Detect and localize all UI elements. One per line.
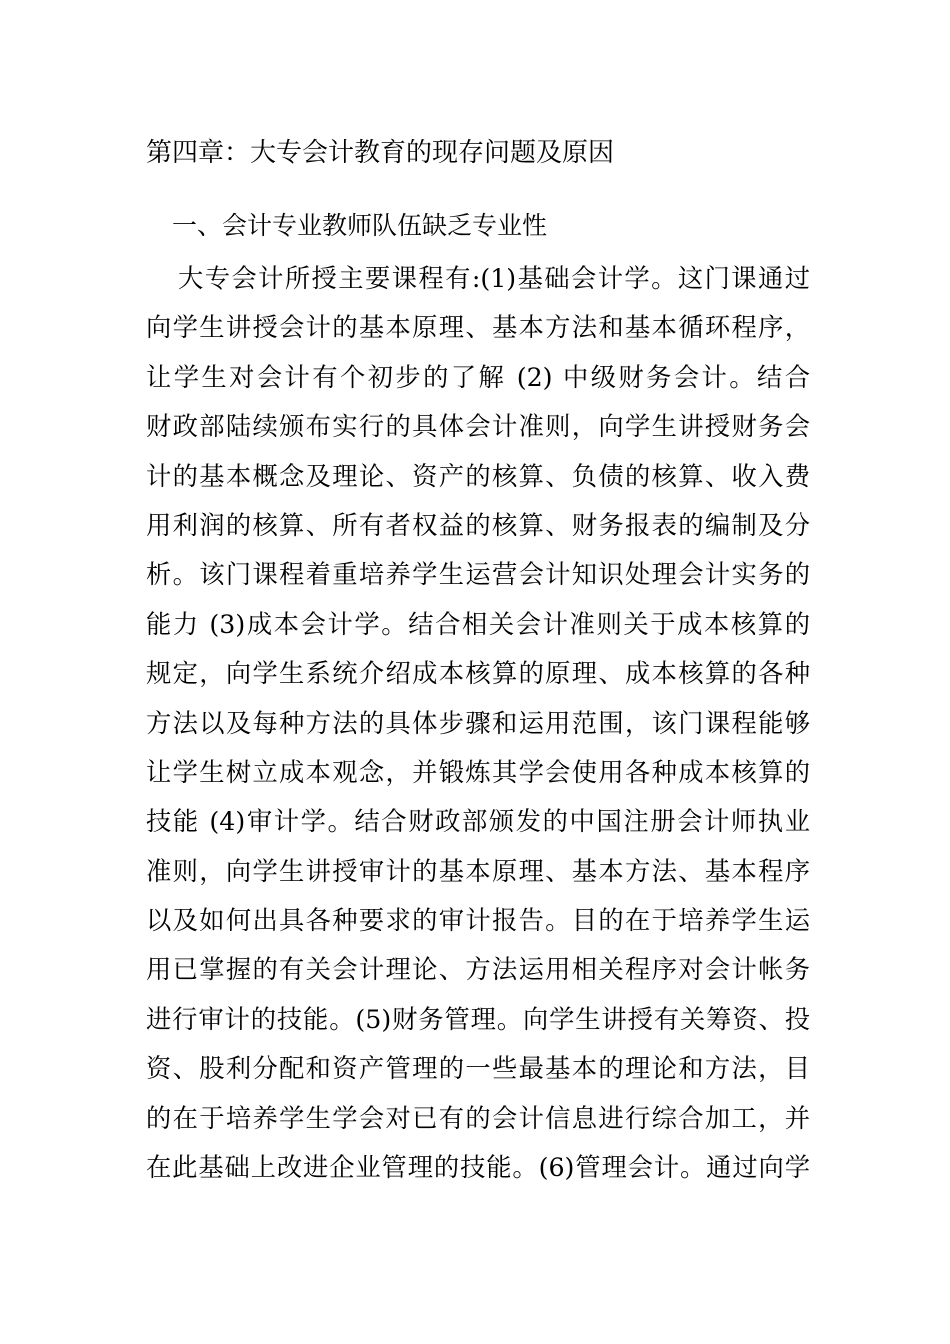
section-heading: 一、会计专业教师队伍缺乏专业性	[172, 211, 548, 240]
paragraph-line: 准则，向学生讲授审计的基本原理、基本方法、基本程序	[146, 856, 810, 886]
paragraph-line: 让学生树立成本观念，并锻炼其学会使用各种成本核算的	[146, 757, 810, 787]
paragraph-line: 以及如何出具各种要求的审计报告。目的在于培养学生运	[146, 906, 810, 936]
paragraph-line: 用已掌握的有关会计理论、方法运用相关程序对会计帐务	[146, 955, 810, 985]
paragraph-line: 让学生对会计有个初步的了解 (2) 中级财务会计。结合	[146, 362, 810, 392]
paragraph-line: 用利润的核算、所有者权益的核算、财务报表的编制及分	[146, 510, 810, 540]
paragraph-line: 大专会计所授主要课程有:(1)基础会计学。这门课通过	[178, 264, 810, 293]
paragraph-line: 能力 (3)成本会计学。结合相关会计准则关于成本核算的	[146, 609, 810, 639]
paragraph-line: 析。该门课程着重培养学生运营会计知识处理会计实务的	[146, 560, 810, 590]
paragraph-line: 在此基础上改进企业管理的技能。(6)管理会计。通过向学	[146, 1153, 810, 1183]
paragraph-line: 的在于培养学生学会对已有的会计信息进行综合加工，并	[146, 1103, 810, 1133]
paragraph-line: 资、股利分配和资产管理的一些最基本的理论和方法，目	[146, 1054, 810, 1084]
paragraph-line: 方法以及每种方法的具体步骤和运用范围，该门课程能够	[146, 708, 810, 738]
paragraph-line: 进行审计的技能。(5)财务管理。向学生讲授有关筹资、投	[146, 1004, 810, 1034]
paragraph-line: 向学生讲授会计的基本原理、基本方法和基本循环程序，	[146, 313, 810, 343]
body-paragraph	[146, 262, 810, 1200]
paragraph-line: 计的基本概念及理论、资产的核算、负债的核算、收入费	[146, 461, 810, 491]
paragraph-line: 规定，向学生系统介绍成本核算的原理、成本核算的各种	[146, 659, 810, 689]
paragraph-line: 技能 (4)审计学。结合财政部颁发的中国注册会计师执业	[146, 807, 810, 837]
paragraph-line: 财政部陆续颁布实行的具体会计准则，向学生讲授财务会	[146, 412, 810, 442]
chapter-title: 第四章：大专会计教育的现存问题及原因	[146, 138, 615, 168]
